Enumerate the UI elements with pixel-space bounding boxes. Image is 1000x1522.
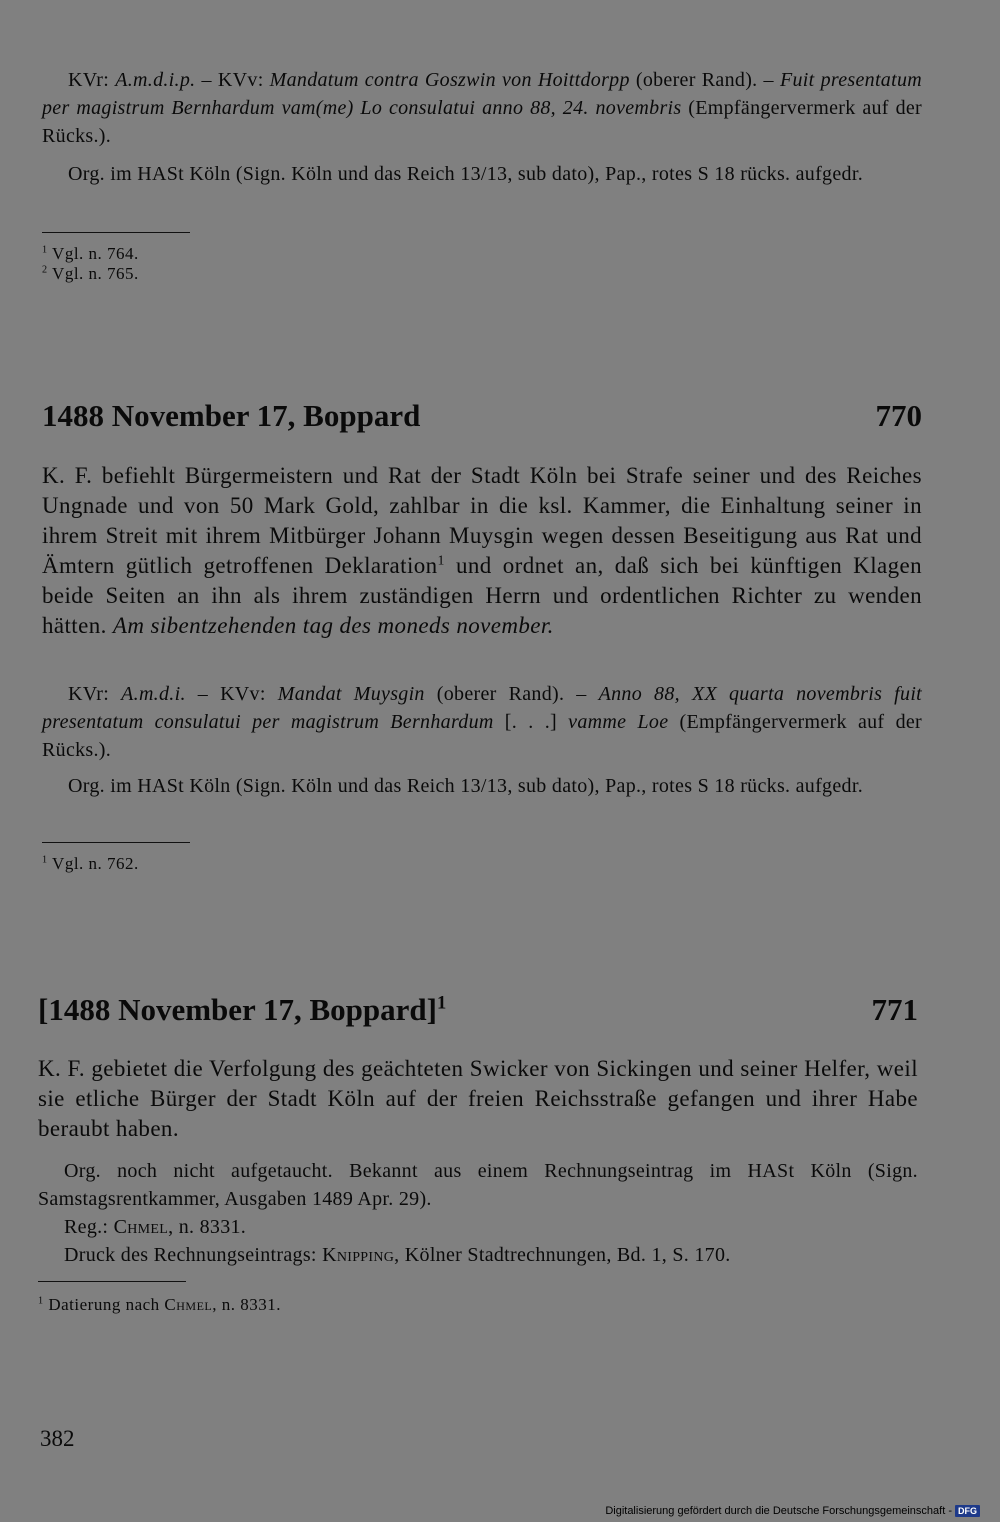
entry-770-date: 1488 November 17, Boppard <box>42 398 421 433</box>
dfg-credit-text: Digitalisierung gefördert durch die Deutsche Forschungsgemeinschaft - <box>605 1505 952 1517</box>
dfg-logo: DFG <box>955 1505 980 1517</box>
entry-771-footnote: $^1$ Datierung nach Chmel, n. 8331. <box>38 1295 282 1314</box>
entry-771-date: [1488 November 17, Boppard]$^1$ <box>38 992 447 1027</box>
footnote-prev-2: $^2$ Vgl. n. 765. <box>42 264 139 283</box>
entry-770-heading <box>42 398 922 434</box>
entry-770-number: 770 <box>875 398 922 433</box>
entry-771-regest: K. F. gebietet die Verfolgung des geächteten Swicker von Sickingen und seiner Helfer, weil sie etliche Bürger der Stadt Köln auf der freien Reichsstraße gefangen und ihrer Habe beraubt haben. <box>38 1056 918 1141</box>
entry-771-number: 771 <box>871 992 918 1027</box>
footnote-rule <box>42 232 190 233</box>
kv-note-prev: KVr: A.m.d.i.p. – KVv: Mandatum contra Goszwin von Hoittdorpp (oberer Rand). – Fuit presentatum per magistrum Bernhardum vam(me) Lo consulatui anno 88, 24. novembris (Empfängervermerk auf der Rücks.). <box>42 69 923 147</box>
footnote-prev-1: $^1$ Vgl. n. 764. <box>42 244 139 263</box>
page-number: 382 <box>40 1426 75 1451</box>
entry-770-org-note: Org. im HASt Köln (Sign. Köln und das Reich 13/13, sub dato), Pap., rotes S 18 rücks. aufgedr. <box>68 775 863 797</box>
entry-770-regest: K. F. befiehlt Bürgermeistern und Rat der Stadt Köln bei Strafe seiner und des Reiches Ungnade und von 50 Mark Gold, zahlbar in die ksl. Kammer, die Einhaltung seiner in ihrem Streit mit ihrem Mitbürger Johann Muysgin wegen dessen Beseitigung aus Rat und Ämtern gütlich getroffenen Deklaration$^1$ und ordnet an, daß sich bei künftigen Klagen beide Seiten an ihn als ihrem zuständigen Herrn und ordentlichen Richter zu wenden hätten. Am sibentzehenden tag des moneds november. <box>42 463 922 638</box>
entry-770-footnote: $^1$ Vgl. n. 762. <box>42 854 139 873</box>
entry-771-reg-note: Reg.: Chmel, n. 8331. <box>64 1216 247 1238</box>
entry-771-heading <box>38 992 918 1028</box>
footnote-rule <box>38 1281 186 1282</box>
entry-771-druck-note: Druck des Rechnungseintrags: Knipping, Kölner Stadtrechnungen, Bd. 1, S. 170. <box>64 1244 731 1266</box>
entry-771-org-note: Org. noch nicht aufgetaucht. Bekannt aus einem Rechnungseintrag im HASt Köln (Sign. Samstagsrentkammer, Ausgaben 1489 Apr. 29). <box>38 1160 918 1210</box>
org-note-prev: Org. im HASt Köln (Sign. Köln und das Reich 13/13, sub dato), Pap., rotes S 18 rücks. aufgedr. <box>68 163 863 185</box>
footnote-rule <box>42 842 190 843</box>
dfg-credit <box>605 1505 980 1517</box>
entry-770-kv-note: KVr: A.m.d.i. – KVv: Mandat Muysgin (oberer Rand). – Anno 88, XX quarta novembris fuit presentatum consulatui per magistrum Bernhardum [. . .] vamme Loe (Empfängervermerk auf der Rücks.). <box>42 683 923 761</box>
